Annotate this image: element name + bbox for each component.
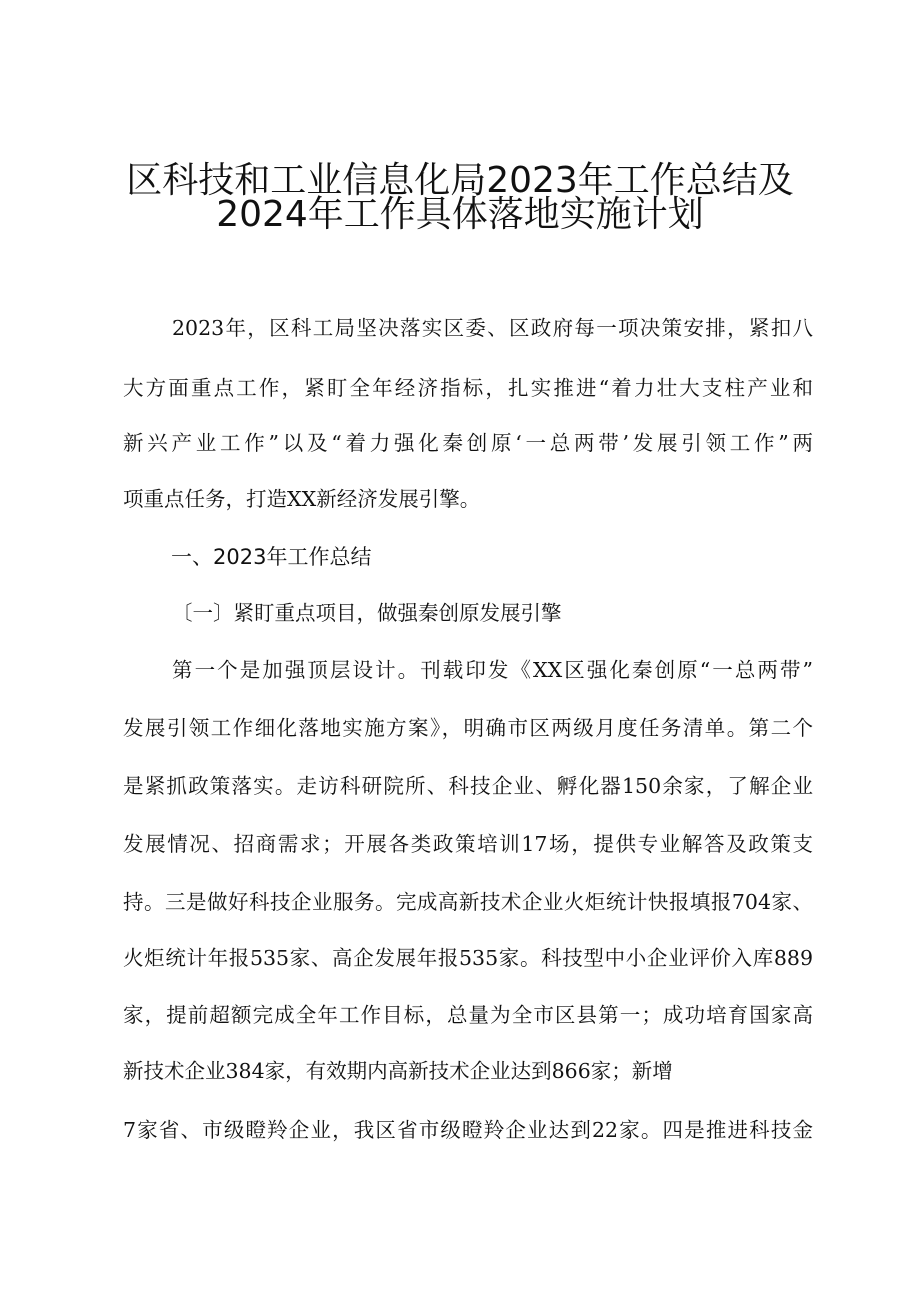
body-line-1: 第一个是加强顶层设计。刊载印发《XX区强化秦创原“一总两带” [172, 658, 813, 682]
subsection-heading: 〔一〕紧盯重点项目，做强秦创原发展引擎 [172, 601, 562, 625]
body-line-7: 家，提前超额完成全年工作目标，总量为全市区县第一；成功培育国家高 [123, 1003, 813, 1027]
body-line-8: 新技术企业384家，有效期内高新技术企业达到866家；新增 [123, 1059, 673, 1083]
intro-line-2: 大方面重点工作，紧盯全年经济指标，扎实推进“着力壮大支柱产业和 [123, 376, 813, 400]
section-heading: 一、2023年工作总结 [171, 545, 372, 569]
body-line-9: 7家省、市级瞪羚企业，我区省市级瞪羚企业达到22家。四是推进科技金 [123, 1118, 813, 1142]
body-line-2: 发展引领工作细化落地实施方案》，明确市区两级月度任务清单。第二个 [123, 716, 813, 740]
body-line-3: 是紧抓政策落实。走访科研院所、科技企业、孵化器150余家，了解企业 [123, 774, 813, 798]
intro-line-3: 新兴产业工作”以及“着力强化秦创原‘一总两带’发展引领工作”两 [123, 431, 813, 455]
document-title-line-1: 区科技和工业信息化局2023年工作总结及 [126, 160, 794, 201]
intro-line-4: 项重点任务，打造XX新经济发展引擎。 [123, 487, 481, 511]
body-line-5: 持。三是做好科技企业服务。完成高新技术企业火炬统计快报填报704家、 [123, 890, 813, 914]
intro-line-1: 2023年，区科工局坚决落实区委、区政府每一项决策安排，紧扣八 [172, 316, 813, 340]
document-title-line-2: 2024年工作具体落地实施计划 [216, 194, 704, 235]
body-line-4: 发展情况、招商需求；开展各类政策培训17场，提供专业解答及政策支 [123, 832, 813, 856]
body-line-6: 火炬统计年报535家、高企发展年报535家。科技型中小企业评价入库889 [123, 946, 813, 970]
